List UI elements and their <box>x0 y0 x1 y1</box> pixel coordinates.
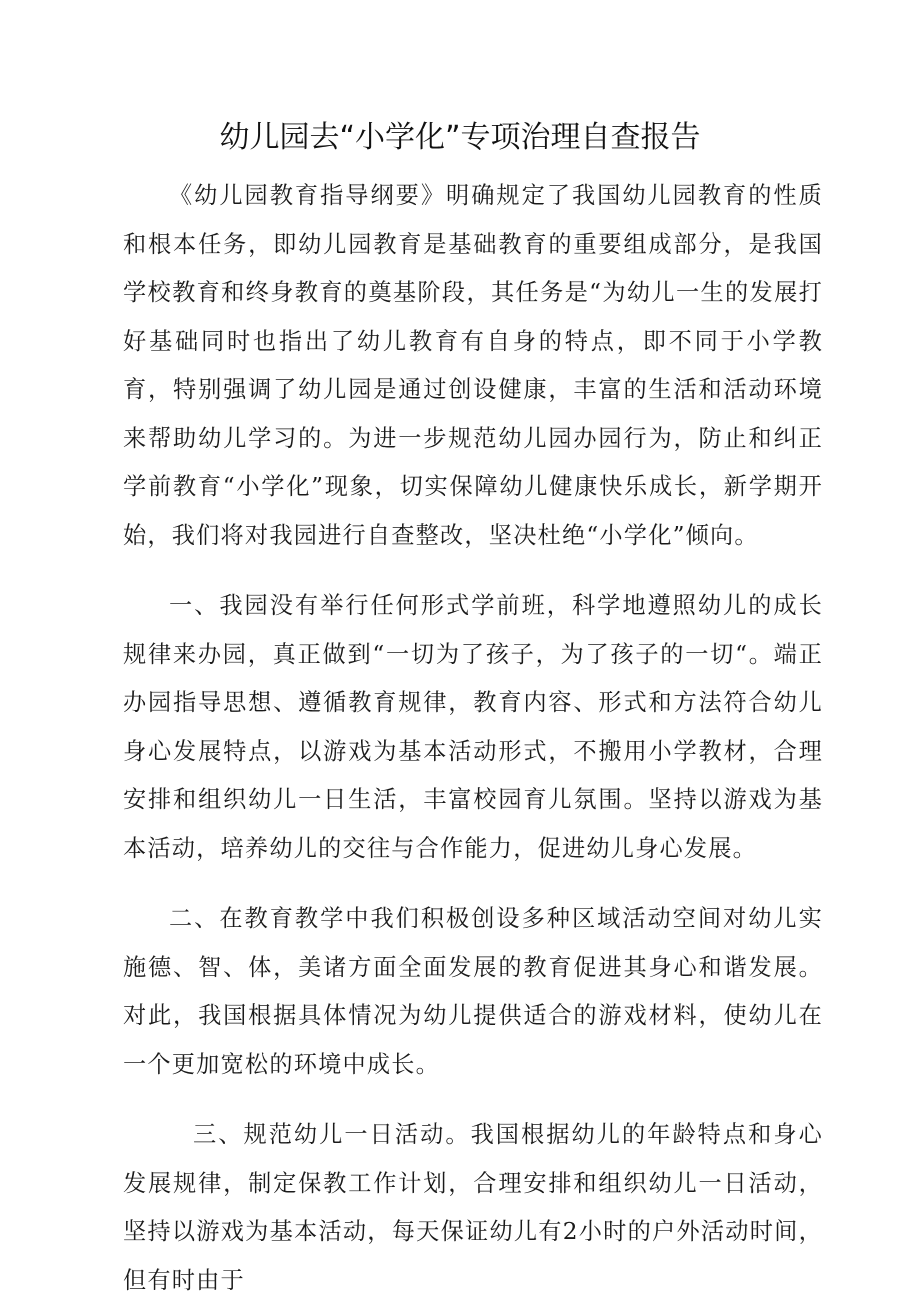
document-body <box>123 172 823 1305</box>
paragraph-intro: 《幼儿园教育指导纲要》明确规定了我国幼儿园教育的性质和根本任务，即幼儿园教育是基础教育的重要组成部分，是我国学校教育和终身教育的奠基阶段，其任务是“为幼儿一生的发展打好基础同时也指出了幼儿教育有自身的特点，即不同于小学教育，特别强调了幼儿园是通过创设健康，丰富的生活和活动环境来帮助幼儿学习的。为进一步规范幼儿园办园行为，防止和纠正学前教育“小学化”现象，切实保障幼儿健康快乐成长，新学期开始，我们将对我园进行自查整改，坚决杜绝“小学化”倾向。 <box>123 182 823 549</box>
paragraph-section-1: 一、我园没有举行任何形式学前班，科学地遵照幼儿的成长规律来办园，真正做到“一切为了孩子，为了孩子的一切“。端正办园指导思想、遵循教育规律，教育内容、形式和方法符合幼儿身心发展特点，以游戏为基本活动形式，不搬用小学教材，合理安排和组织幼儿一日生活，丰富校园育儿氛围。坚持以游戏为基本活动，培养幼儿的交往与合作能力，促进幼儿身心发展。 <box>123 592 823 862</box>
document-title: 幼儿园去“小学化”专项治理自查报告 <box>219 120 701 155</box>
paragraph-section-2: 二、在教育教学中我们积极创设多种区域活动空间对幼儿实施德、智、体，美诸方面全面发展的教育促进其身心和谐发展。对此，我国根据具体情况为幼儿提供适合的游戏材料，使幼儿在一个更加宽松的环境中成长。 <box>123 905 823 1078</box>
paragraph-section-3: 三、规范幼儿一日活动。我国根据幼儿的年龄特点和身心发展规律，制定保教工作计划，合理安排和组织幼儿一日活动，坚持以游戏为基本活动，每天保证幼儿有2小时的户外活动时间，但有时由于 <box>123 1121 823 1294</box>
